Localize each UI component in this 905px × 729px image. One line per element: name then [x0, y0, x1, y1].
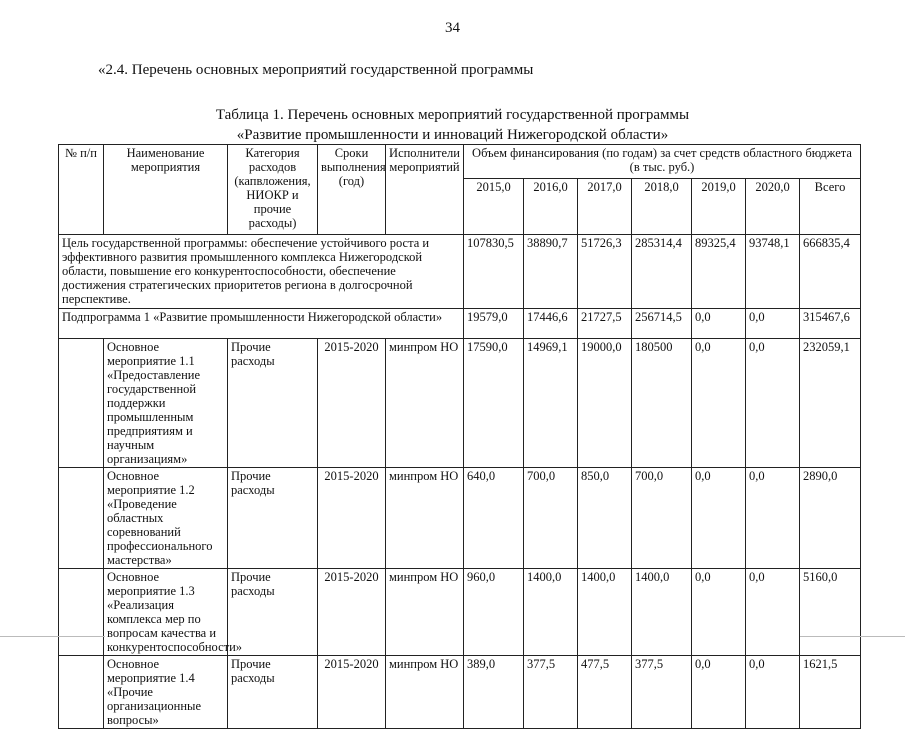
value-cell: 0,0: [746, 309, 800, 339]
value-cell: 180500: [632, 339, 692, 468]
value-cell: 1400,0: [524, 569, 578, 656]
value-cell: 17590,0: [464, 339, 524, 468]
activity-category: Прочие расходы: [228, 468, 318, 569]
activity-name: Основное мероприятие 1.3 «Реализация комплекса мер по вопросам качества и конкурентоспособности»: [104, 569, 228, 656]
section-title: «2.4. Перечень основных мероприятий государственной программы: [98, 62, 534, 78]
value-cell: 19000,0: [578, 339, 632, 468]
activity-name: Основное мероприятие 1.1 «Предоставление государственной поддержки промышленным предприятиям и научным организациям»: [104, 339, 228, 468]
value-cell: 38890,7: [524, 235, 578, 309]
page-number: 34: [445, 20, 460, 36]
header-name: Наименование мероприятия: [104, 145, 228, 235]
scan-artifact-line: [800, 636, 905, 637]
activity-category: Прочие расходы: [228, 656, 318, 729]
header-category: Категория расходов (капвложения, НИОКР и прочие расходы): [228, 145, 318, 235]
value-cell: 0,0: [746, 339, 800, 468]
value-cell: 700,0: [524, 468, 578, 569]
activity-executor: минпром НО: [386, 656, 464, 729]
activity-executor: минпром НО: [386, 569, 464, 656]
value-cell: 14969,1: [524, 339, 578, 468]
value-cell: 256714,5: [632, 309, 692, 339]
value-cell: 850,0: [578, 468, 632, 569]
value-cell: 0,0: [692, 339, 746, 468]
value-cell: 477,5: [578, 656, 632, 729]
header-num: № п/п: [59, 145, 104, 235]
activity-name: Основное мероприятие 1.4 «Прочие организационные вопросы»: [104, 656, 228, 729]
table-row: [59, 569, 861, 656]
year-header: 2017,0: [578, 179, 632, 235]
goal-text: Цель государственной программы: обеспечение устойчивого роста и эффективного развития промышленного комплекса Нижегородской области, повышение его конкурентоспособности, обеспечение достижения стратегических приоритетов региона в долгосрочной перспективе.: [59, 235, 464, 309]
value-cell: 21727,5: [578, 309, 632, 339]
value-cell: 0,0: [746, 656, 800, 729]
activity-period: 2015-2020: [318, 569, 386, 656]
value-cell: 1400,0: [578, 569, 632, 656]
year-header: 2018,0: [632, 179, 692, 235]
value-cell: 389,0: [464, 656, 524, 729]
value-cell: 19579,0: [464, 309, 524, 339]
activity-period: 2015-2020: [318, 339, 386, 468]
value-cell: 232059,1: [800, 339, 861, 468]
subprogram-text: Подпрограмма 1 «Развитие промышленности Нижегородской области»: [59, 309, 464, 339]
value-cell: 285314,4: [632, 235, 692, 309]
activity-period: 2015-2020: [318, 468, 386, 569]
value-cell: 0,0: [746, 569, 800, 656]
value-cell: 17446,6: [524, 309, 578, 339]
table-row: [59, 339, 861, 468]
value-cell: 93748,1: [746, 235, 800, 309]
year-header: 2015,0: [464, 179, 524, 235]
header-funding: Объем финансирования (по годам) за счет средств областного бюджета (в тыс. руб.): [464, 145, 861, 179]
value-cell: 1621,5: [800, 656, 861, 729]
value-cell: 0,0: [692, 468, 746, 569]
value-cell: 377,5: [632, 656, 692, 729]
table-title-line2: «Развитие промышленности и инноваций Нижегородской области»: [236, 127, 669, 143]
goal-row: [59, 235, 861, 309]
activity-executor: минпром НО: [386, 468, 464, 569]
activities-table: [58, 144, 861, 729]
table-row: [59, 656, 861, 729]
total-header: Всего: [800, 179, 861, 235]
activity-executor: минпром НО: [386, 339, 464, 468]
year-header: 2020,0: [746, 179, 800, 235]
value-cell: 2890,0: [800, 468, 861, 569]
year-header: 2016,0: [524, 179, 578, 235]
value-cell: 0,0: [692, 309, 746, 339]
value-cell: 0,0: [746, 468, 800, 569]
value-cell: 51726,3: [578, 235, 632, 309]
value-cell: 5160,0: [800, 569, 861, 656]
header-period: Сроки выполнения (год): [318, 145, 386, 235]
value-cell: 0,0: [692, 569, 746, 656]
value-cell: 377,5: [524, 656, 578, 729]
year-header: 2019,0: [692, 179, 746, 235]
table-row: [59, 468, 861, 569]
value-cell: 89325,4: [692, 235, 746, 309]
value-cell: 666835,4: [800, 235, 861, 309]
value-cell: 700,0: [632, 468, 692, 569]
activity-category: Прочие расходы: [228, 569, 318, 656]
table-title-line1: Таблица 1. Перечень основных мероприятий государственной программы: [215, 107, 690, 123]
header-row: [59, 145, 861, 179]
value-cell: 107830,5: [464, 235, 524, 309]
activity-period: 2015-2020: [318, 656, 386, 729]
activity-category: Прочие расходы: [228, 339, 318, 468]
header-executors: Исполнители мероприятий: [386, 145, 464, 235]
value-cell: 315467,6: [800, 309, 861, 339]
value-cell: 960,0: [464, 569, 524, 656]
subprogram-row: [59, 309, 861, 339]
value-cell: 640,0: [464, 468, 524, 569]
scan-artifact-line: [0, 636, 105, 637]
activity-name: Основное мероприятие 1.2 «Проведение областных соревнований профессионального мастерства»: [104, 468, 228, 569]
value-cell: 0,0: [692, 656, 746, 729]
value-cell: 1400,0: [632, 569, 692, 656]
